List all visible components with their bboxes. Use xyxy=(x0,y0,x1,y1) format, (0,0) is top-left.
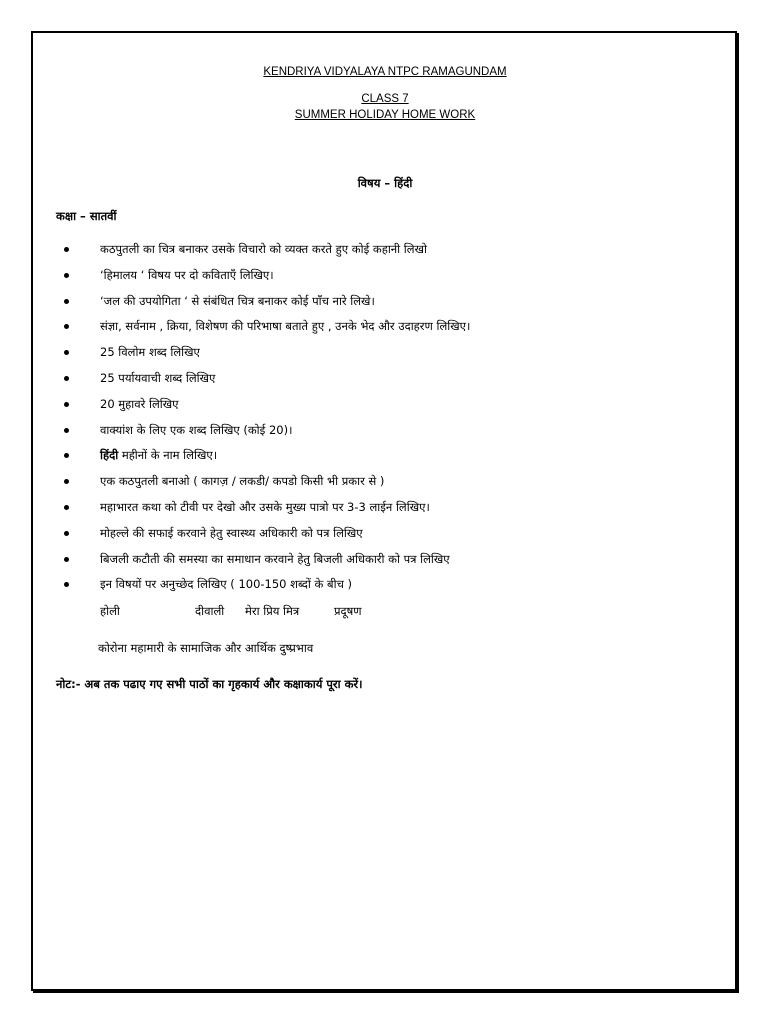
task-text: ‘जल की उपयोगिता ‘ से संबंधित चित्र बनाकर कोई पाँच नारे लिखे। xyxy=(100,293,375,308)
task-text: संज्ञा, सर्वनाम , क्रिया, विशेषण की परिभाषा बताते हुए , उनके भेद और उदाहरण लिखिए। xyxy=(100,319,471,334)
list-item xyxy=(64,395,724,421)
bullet-icon xyxy=(64,324,69,329)
list-item xyxy=(64,575,724,601)
task-text: 20 मुहावरे लिखिए xyxy=(100,396,179,411)
bullet-icon xyxy=(64,505,69,510)
list-item xyxy=(64,524,724,550)
list-item xyxy=(64,498,724,524)
bullet-icon xyxy=(64,402,69,407)
bullet-icon xyxy=(64,299,69,304)
list-item xyxy=(64,317,724,343)
bullet-icon xyxy=(64,479,69,484)
list-item xyxy=(64,472,724,498)
task-list xyxy=(64,240,724,601)
list-item xyxy=(64,421,724,447)
school-name: KENDRIYA VIDYALAYA NTPC RAMAGUNDAM xyxy=(263,66,507,78)
task-text: इन विषयों पर अनुच्छेद लिखिए ( 100-150 शब्दों के बीच ) xyxy=(100,577,353,592)
task-bold-prefix: हिंदी xyxy=(100,448,119,463)
class-heading: CLASS 7 xyxy=(361,93,409,105)
bullet-icon xyxy=(64,247,69,252)
list-item xyxy=(64,369,724,395)
topic-item: मेरा प्रिय मित्र xyxy=(245,604,300,618)
subject-heading: विषय – हिंदी xyxy=(357,176,413,190)
note-text: नोट:- अब तक पढाए गए सभी पाठों का गृहकार्य और कक्षाकार्य पूरा करें। xyxy=(56,677,363,691)
task-text: कठपुतली का चित्र बनाकर उसके विचारो को व्यक्त करते हुए कोई कहानी लिखो xyxy=(100,242,427,256)
topic-item: दीवाली xyxy=(195,604,225,618)
class-label: कक्षा – सातवीं xyxy=(56,209,117,223)
homework-title: SUMMER HOLIDAY HOME WORK xyxy=(294,109,476,121)
bullet-icon xyxy=(64,557,69,562)
task-text: एक कठपुतली बनाओ ( कागज़ / लकडी/ कपडो किसी भी प्रकार से ) xyxy=(100,474,385,489)
list-item xyxy=(64,240,724,266)
list-item xyxy=(64,446,724,472)
topic-item: प्रदूषण xyxy=(334,604,362,618)
list-item xyxy=(64,266,724,292)
task-text: 25 पर्यायवाची शब्द लिखिए xyxy=(100,370,216,385)
task-text: ‘हिमालय ‘ विषय पर दो कविताएँ लिखिए। xyxy=(100,267,274,282)
bullet-icon xyxy=(64,376,69,381)
task-text: बिजली कटौती की समस्या का समाधान करवाने हेतु बिजली अधिकारी को पत्र लिखिए xyxy=(100,551,450,566)
task-text: मोहल्ले की सफाई करवाने हेतु स्वास्थ्य अधिकारी को पत्र लिखिए xyxy=(100,525,363,540)
list-item xyxy=(64,343,724,369)
task-text: वाक्यांश के लिए एक शब्द लिखिए (कोई 20)। xyxy=(100,422,293,437)
bullet-icon xyxy=(64,531,69,536)
task-text: 25 विलोम शब्द लिखिए xyxy=(100,345,200,360)
bullet-icon xyxy=(64,273,69,278)
topic-item-extra: कोरोना महामारी के सामाजिक और आर्थिक दुष्प्रभाव xyxy=(98,641,314,655)
bullet-icon xyxy=(64,453,69,458)
topic-item: होली xyxy=(100,604,120,618)
bullet-icon xyxy=(64,582,69,587)
task-text: महीनों के नाम लिखिए। xyxy=(121,448,218,463)
task-text: महाभारत कथा को टीवी पर देखो और उसके मुख्य पात्रो पर 3-3 लाईन लिखिए। xyxy=(100,499,430,514)
list-item xyxy=(64,292,724,318)
list-item xyxy=(64,550,724,576)
bullet-icon xyxy=(64,350,69,355)
bullet-icon xyxy=(64,428,69,433)
